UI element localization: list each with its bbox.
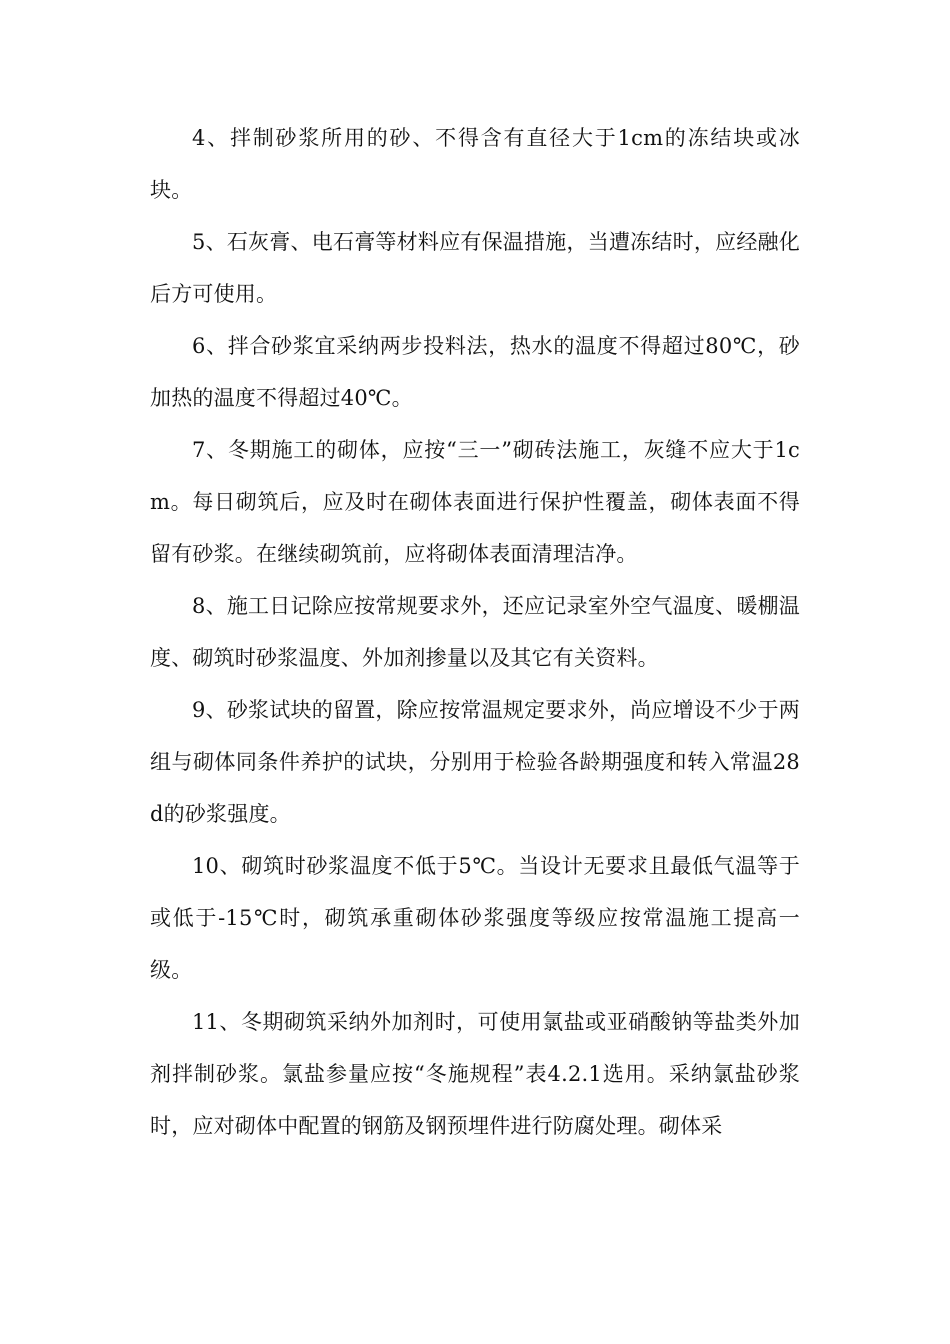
paragraph-item-8: 8、施工日记除应按常规要求外，还应记录室外空气温度、暖棚温度、砌筑时砂浆温度、外加剂掺量以及其它有关资料。 <box>150 594 800 670</box>
document-body <box>150 112 800 1152</box>
paragraph-item-5: 5、石灰膏、电石膏等材料应有保温措施，当遭冻结时，应经融化后方可使用。 <box>150 230 800 306</box>
paragraph-item-10: 10、砌筑时砂浆温度不低于5℃。当设计无要求且最低气温等于或低于-15℃时，砌筑承重砌体砂浆强度等级应按常温施工提高一级。 <box>150 854 800 982</box>
paragraph-item-11: 11、冬期砌筑采纳外加剂时，可使用氯盐或亚硝酸钠等盐类外加剂拌制砂浆。氯盐参量应按“冬施规程”表4.2.1选用。采纳氯盐砂浆时，应对砌体中配置的钢筋及钢预埋件进行防腐处理。砌体采 <box>150 1010 800 1138</box>
paragraph-item-9: 9、砂浆试块的留置，除应按常温规定要求外，尚应增设不少于两组与砌体同条件养护的试块，分别用于检验各龄期强度和转入常温28d的砂浆强度。 <box>150 698 800 826</box>
paragraph-item-7: 7、冬期施工的砌体，应按“三一”砌砖法施工，灰缝不应大于1cm。每日砌筑后，应及时在砌体表面进行保护性覆盖，砌体表面不得留有砂浆。在继续砌筑前，应将砌体表面清理洁净。 <box>150 438 800 566</box>
paragraph-item-4: 4、拌制砂浆所用的砂、不得含有直径大于1cm的冻结块或冰块。 <box>150 126 800 202</box>
paragraph-item-6: 6、拌合砂浆宜采纳两步投料法，热水的温度不得超过80℃，砂加热的温度不得超过40℃。 <box>150 334 800 410</box>
